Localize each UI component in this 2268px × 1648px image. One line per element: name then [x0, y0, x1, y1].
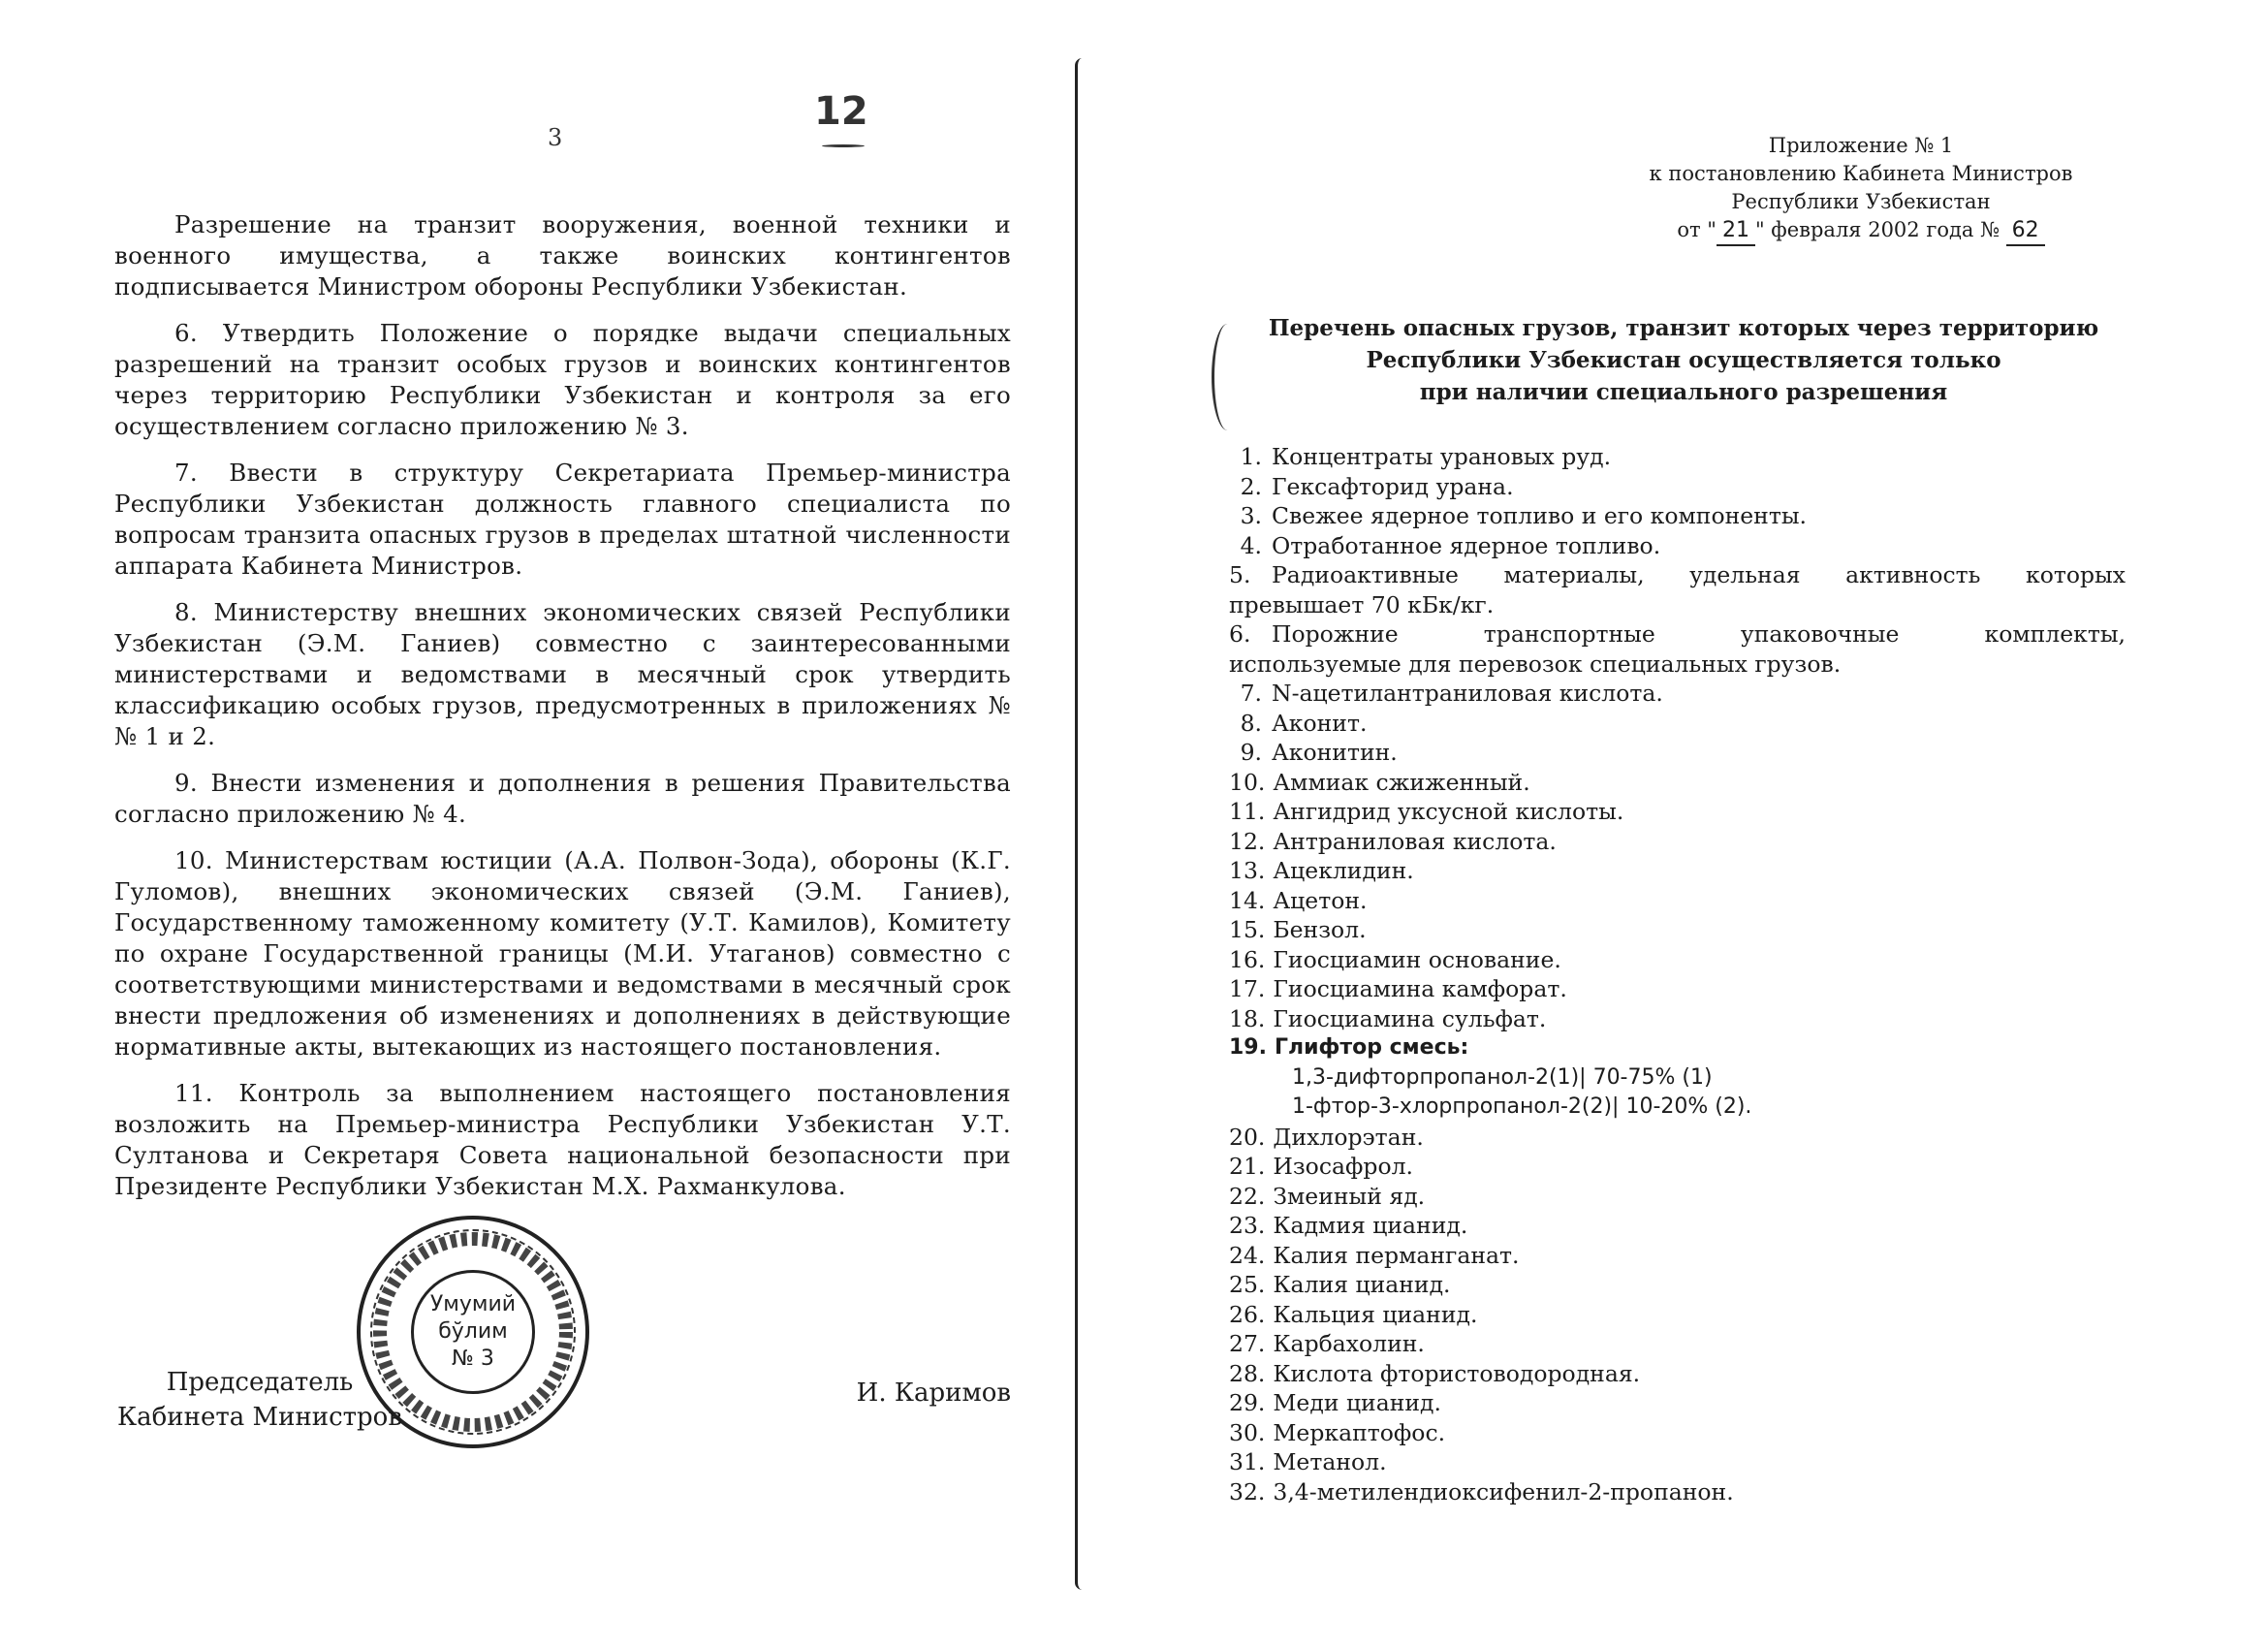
list-item-text: Гексафторид урана. [1272, 472, 1514, 500]
list-item [1229, 886, 2126, 916]
list-item [1229, 1093, 2126, 1123]
list-item [1229, 856, 2126, 886]
list-item-text: 3,4-метилендиоксифенил-2-пропанон. [1273, 1477, 1734, 1505]
list-item [1229, 650, 2126, 680]
list-item-text: 1,3-дифторпропанол-2(1)| 70-75% (1) [1292, 1064, 1713, 1090]
list-item-text: Метанол. [1273, 1448, 1387, 1475]
list-item [1229, 827, 2126, 857]
list-item [1229, 1447, 2126, 1477]
list-item [1229, 1359, 2126, 1389]
list-title-line-3: при наличии специального разрешения [1419, 379, 1948, 405]
list-item-text: Меди цианид. [1273, 1389, 1441, 1416]
paragraph-item-9: 9. Внести изменения и дополнения в решения Правительства согласно приложению № 4. [114, 769, 1011, 828]
paragraph-item-11: 11. Контроль за выполнением настоящего постановления возложить на Премьер-министра Республики Узбекистан У.Т. Султанова и Секретаря Совета национальной безопасности при Президенте Республики Узбекистан М.Х. Рахманкулова. [114, 1079, 1011, 1200]
seal-line-1: Умумий [429, 1292, 517, 1316]
list-title [1223, 312, 2144, 408]
list-item [1229, 1152, 2126, 1182]
list-item-text: Аконит. [1272, 709, 1368, 737]
list-item-number: 12. [1229, 827, 1266, 855]
list-item [1229, 1211, 2126, 1241]
list-item-text: Ацеклидин. [1273, 857, 1414, 884]
list-title-line-2: Республики Узбекистан осуществляется только [1366, 347, 2001, 373]
list-item-text: Концентраты урановых руд. [1272, 443, 1612, 470]
resolution-text [114, 209, 1011, 1218]
list-item-number: 2. [1240, 472, 1262, 500]
seal-line-3: № 3 [452, 1347, 494, 1371]
list-item-number: 11. [1229, 798, 1266, 825]
list-item [1229, 1329, 2126, 1359]
list-item [1229, 560, 2126, 590]
list-item [1229, 442, 2126, 472]
list-item [1229, 590, 2126, 620]
page-number: 12 [814, 89, 868, 134]
appendix-line-3: Республики Узбекистан [1731, 190, 1991, 213]
list-item [1229, 1241, 2126, 1271]
list-item-text: 1-фтор-3-хлорпропанол-2(2)| 10-20% (2). [1292, 1094, 1752, 1119]
list-item-number: 17. [1229, 975, 1266, 1002]
paragraph-transit-permit: Разрешение на транзит вооружения, военной техники и военного имущества, а также воинских контингентов подписывается Министром обороны Республики Узбекистан. [114, 210, 1011, 301]
list-item-number: 10. [1229, 768, 1266, 796]
list-item-number: 26. [1229, 1300, 1266, 1328]
list-item-text: Меркаптофос. [1273, 1418, 1446, 1446]
list-item-text: Свежее ядерное топливо и его компоненты. [1272, 502, 1808, 529]
list-item-text: Ангидрид уксусной кислоты. [1273, 798, 1624, 825]
list-item-text: Глифтор смесь: [1274, 1035, 1469, 1060]
list-item-number: 23. [1229, 1212, 1266, 1239]
list-item-text: Калия перманганат. [1273, 1241, 1520, 1269]
list-item-text: Антраниловая кислота. [1273, 827, 1557, 855]
signer-role-line-1: Председатель [166, 1368, 354, 1397]
list-item-text: Порожние транспортные упаковочные комплекты, [1272, 620, 2126, 648]
page-fold-line [1075, 58, 1089, 1590]
date-middle: " февраля 2002 года № [1754, 218, 2000, 241]
list-title-line-1: Перечень опасных грузов, транзит которых через территорию [1268, 315, 2099, 341]
list-item-text: превышает 70 кБк/кг. [1229, 590, 1495, 618]
signature-block [114, 1365, 1011, 1442]
paragraph-item-8: 8. Министерству внешних экономических связей Республики Узбекистан (Э.М. Ганиев) совместно с заинтересованными министерствами и ведомствами в месячный срок утвердить классификацию особых грузов, предусмотренных в приложениях №№ 1 и 2. [114, 598, 1011, 750]
list-item [1229, 1388, 2126, 1418]
list-item-text: Бензол. [1273, 916, 1367, 943]
date-day: 21 [1717, 216, 1755, 246]
list-item-number: 16. [1229, 945, 1266, 973]
list-item-number: 22. [1229, 1182, 1266, 1210]
date-prefix: от " [1677, 218, 1717, 241]
list-item-text: Карбахолин. [1273, 1330, 1425, 1357]
list-item [1229, 915, 2126, 945]
list-item [1229, 974, 2126, 1004]
list-item-text: Дихлорэтан. [1273, 1123, 1424, 1151]
list-item-text: Калия цианид. [1273, 1271, 1451, 1298]
list-item [1229, 1123, 2126, 1153]
list-item-number: 30. [1229, 1418, 1266, 1446]
list-item [1229, 738, 2126, 768]
appendix-line-2: к постановлению Кабинета Министров [1649, 162, 2073, 185]
hazardous-goods-list [1229, 442, 2126, 1506]
list-item [1229, 531, 2126, 561]
page-mark: 3 [548, 124, 563, 151]
list-item [1229, 768, 2126, 798]
list-item-text: Гиосциамин основание. [1273, 945, 1561, 973]
list-item [1229, 472, 2126, 502]
list-item-number: 18. [1229, 1004, 1266, 1032]
list-item [1229, 709, 2126, 739]
list-item-number: 14. [1229, 886, 1266, 914]
list-item [1229, 619, 2126, 650]
appendix-date-line [1522, 216, 2200, 246]
list-item [1229, 1063, 2126, 1093]
list-item [1229, 1270, 2126, 1300]
list-item-text: Гиосциамина сульфат. [1273, 1004, 1547, 1032]
list-item-number: 31. [1229, 1448, 1266, 1475]
list-item [1229, 1033, 2126, 1063]
list-item-text: N-ацетилантраниловая кислота. [1272, 680, 1663, 707]
list-item-text: Змеиный яд. [1273, 1182, 1426, 1210]
paragraph-item-10: 10. Министерствам юстиции (А.А. Полвон-Зода), обороны (К.Г. Гуломов), внешних экономических связей (Э.М. Ганиев), Государственному таможенному комитету (У.Т. Камилов), Комитету по охране Государственной границы (М.И. Утаганов) совместно с соответствующими министерствами и ведомствами в месячный срок внести предложения об изменениях и дополнениях в действующие нормативные акты, вытекающих из настоящего постановления. [114, 846, 1011, 1061]
list-item [1229, 1477, 2126, 1507]
signer-role [114, 1365, 405, 1435]
list-item-text: Кислота фтористоводородная. [1273, 1359, 1641, 1387]
list-item-number: 6. [1229, 620, 1251, 648]
list-item [1229, 797, 2126, 827]
seal-line-2: бўлим [438, 1319, 508, 1344]
list-item-text: Ацетон. [1273, 886, 1368, 914]
list-item-number: 7. [1240, 680, 1262, 707]
appendix-header [1522, 132, 2200, 246]
list-item-number: 29. [1229, 1389, 1266, 1416]
list-item-text: Гиосциамина камфорат. [1273, 975, 1567, 1002]
list-item-number: 20. [1229, 1123, 1266, 1151]
paragraph-item-6: 6. Утвердить Положение о порядке выдачи специальных разрешений на транзит особых грузов и воинских контингентов через территорию Республики Узбекистан и контроля за его осуществлением согласно приложению № 3. [114, 319, 1011, 440]
list-item-number: 1. [1240, 443, 1262, 470]
list-item [1229, 1182, 2126, 1212]
list-item [1229, 679, 2126, 709]
list-item-number: 25. [1229, 1271, 1266, 1298]
list-item-text: Изосафрол. [1273, 1153, 1413, 1180]
signer-name: И. Каримов [856, 1379, 1011, 1408]
list-item [1229, 1300, 2126, 1330]
list-item [1229, 945, 2126, 975]
list-item-number: 13. [1229, 857, 1266, 884]
list-item-number: 8. [1240, 709, 1262, 737]
list-item-text: Аконитин. [1272, 739, 1398, 766]
list-item-number: 3. [1240, 502, 1262, 529]
list-item [1229, 1418, 2126, 1448]
resolution-number: 62 [2006, 216, 2045, 246]
list-item [1229, 1004, 2126, 1034]
appendix-line-1: Приложение № 1 [1768, 134, 1954, 157]
list-item-text: Радиоактивные материалы, удельная активность которых [1272, 561, 2126, 588]
list-item-number: 28. [1229, 1359, 1266, 1387]
list-item-number: 19. [1229, 1035, 1267, 1060]
list-item-number: 24. [1229, 1241, 1266, 1269]
list-item-text: Кальция цианид. [1273, 1300, 1478, 1328]
list-item-number: 15. [1229, 916, 1266, 943]
list-item-text: Аммиак сжиженный. [1273, 768, 1530, 796]
list-item-number: 5. [1229, 561, 1251, 588]
list-item-text: Кадмия цианид. [1273, 1212, 1468, 1239]
list-item-text: Отработанное ядерное топливо. [1272, 531, 1661, 559]
list-item-text: используемые для перевозок специальных грузов. [1229, 650, 1842, 678]
list-item-number: 4. [1240, 531, 1262, 559]
paragraph-item-7: 7. Ввести в структуру Секретариата Премьер-министра Республики Узбекистан должность главного специалиста по вопросам транзита опасных грузов в пределах штатной численности аппарата Кабинета Министров. [114, 459, 1011, 580]
list-item [1229, 501, 2126, 531]
list-item-number: 21. [1229, 1153, 1266, 1180]
list-item-number: 32. [1229, 1477, 1266, 1505]
signer-role-line-2: Кабинета Министров [117, 1403, 402, 1432]
list-item-number: 9. [1240, 739, 1262, 766]
list-item-number: 27. [1229, 1330, 1266, 1357]
